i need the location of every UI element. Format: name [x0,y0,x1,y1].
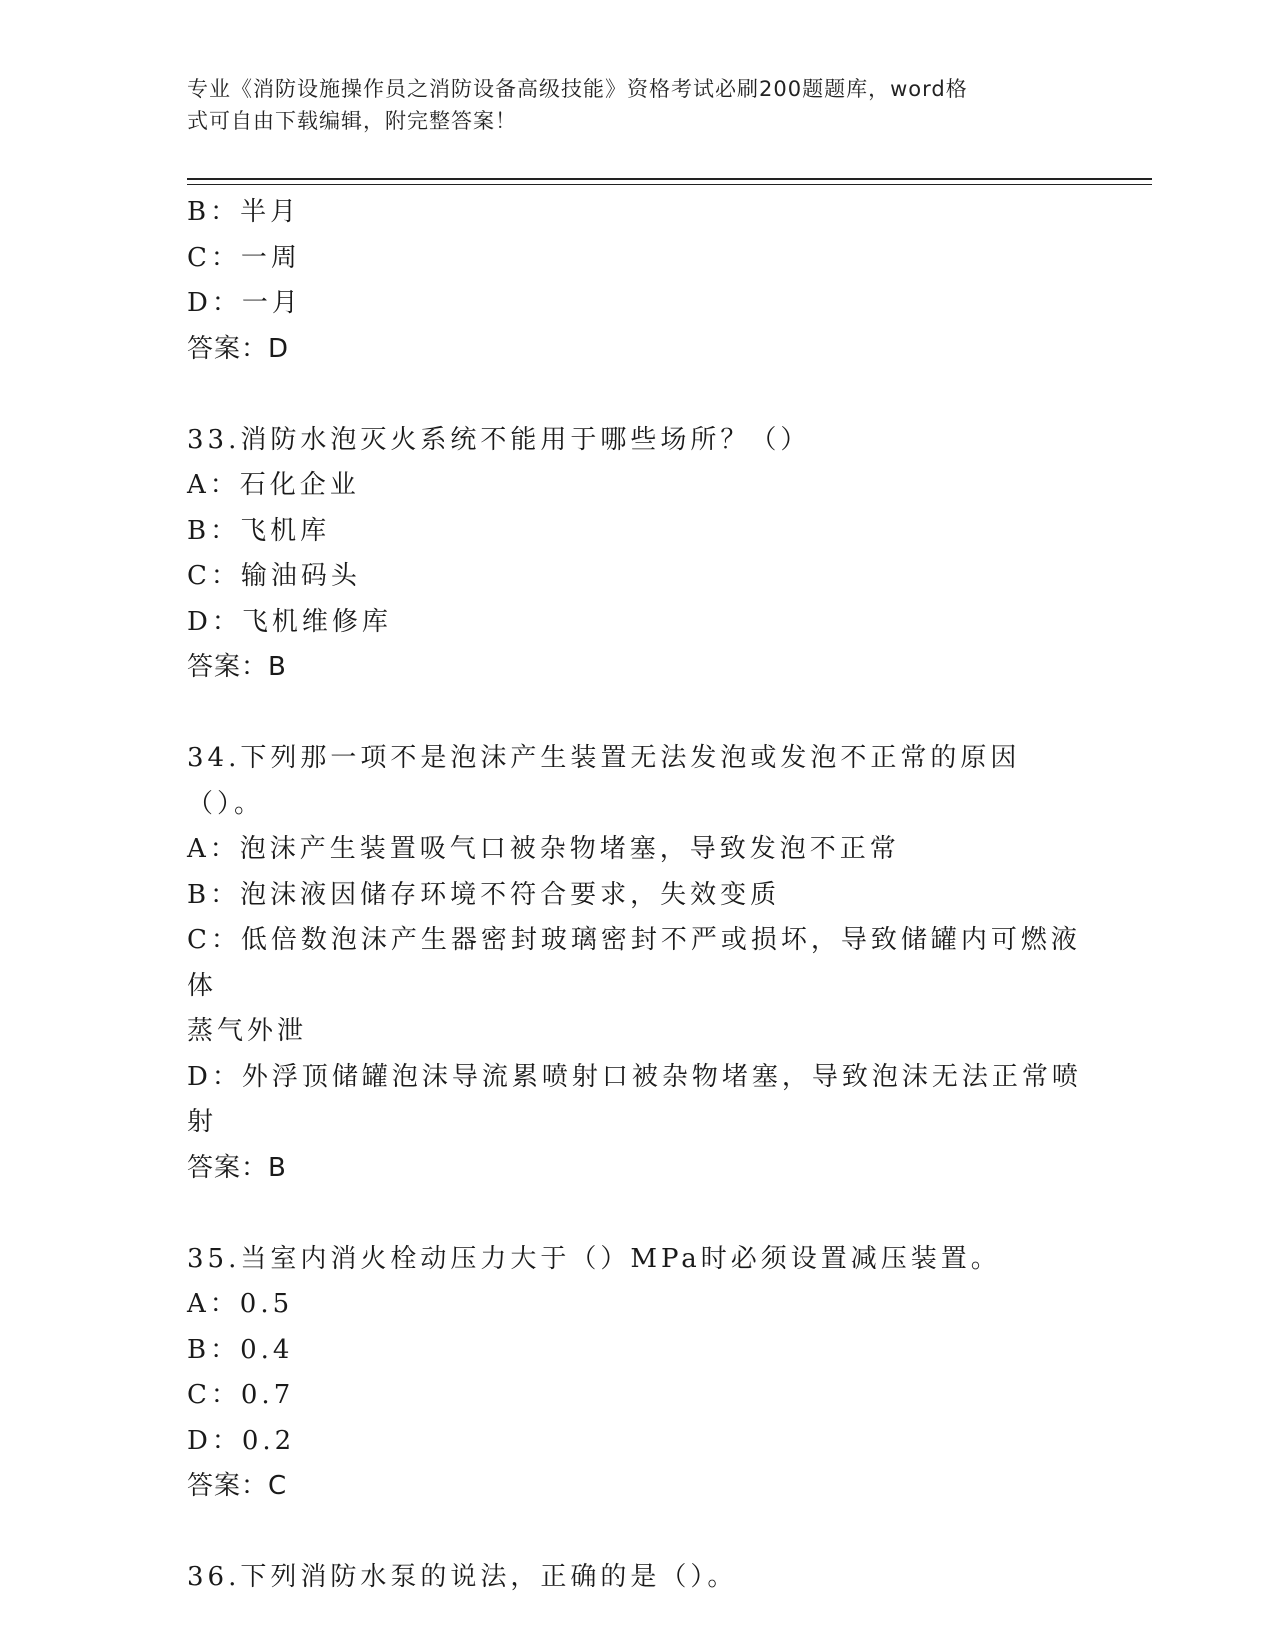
answer: 答案：D [187,333,290,364]
question-text: 36.下列消防水泵的说法，正确的是（）。 [187,1562,738,1592]
header-line-1: 专业《消防设施操作员之消防设备高级技能》资格考试必刷200题题库，word格 [187,77,968,101]
question-text: 33.消防水泡灭火系统不能用于哪些场所？（） [187,424,811,455]
answer: 答案：B [187,1152,287,1183]
option-c: C：低倍数泡沫产生器密封玻璃密封不严或损坏，导致储罐内可燃液体 [187,925,1081,1001]
option-d: D：一月 [187,288,302,318]
question-35 [187,1237,1087,1510]
header-divider-thick [187,178,1152,180]
option-c: C：一周 [187,242,301,273]
answer: 答案：C [187,1471,288,1501]
question-36 [187,1555,1087,1601]
option-d: D：外浮顶储罐泡沫导流累喷射口被杂物堵塞，导致泡沫无法正常喷射 [187,1061,1082,1137]
question-text: 34.下列那一项不是泡沫产生装置无法发泡或发泡不正常的原因（）。 [187,743,1021,819]
option-b: B：半月 [187,197,301,227]
option-c: C：0.7 [187,1380,295,1410]
answer: 答案：B [187,652,287,682]
option-b: B：飞机库 [187,515,331,546]
question-32 [187,190,1087,372]
option-a: A：石化企业 [187,470,360,500]
option-c: C：输油码头 [187,561,361,591]
question-33 [187,418,1087,691]
option-c-continued: 蒸气外泄 [187,1016,308,1046]
header-line-2: 式可自由下载编辑，附完整答案！ [187,109,517,133]
option-b: B：泡沫液因储存环境不符合要求，失效变质 [187,879,781,910]
header-divider-thin [187,184,1152,185]
option-b: B：0.4 [187,1334,294,1365]
option-a: A：泡沫产生装置吸气口被杂物堵塞，导致发泡不正常 [187,834,900,864]
document-header [187,73,1067,137]
question-34 [187,736,1087,1191]
question-text: 35.当室内消火栓动压力大于（）MPa时必须设置减压装置。 [187,1243,1001,1274]
option-d: D：0.2 [187,1425,296,1456]
option-d: D：飞机维修库 [187,606,392,637]
option-a: A：0.5 [187,1289,294,1319]
question-list [187,190,1087,1601]
